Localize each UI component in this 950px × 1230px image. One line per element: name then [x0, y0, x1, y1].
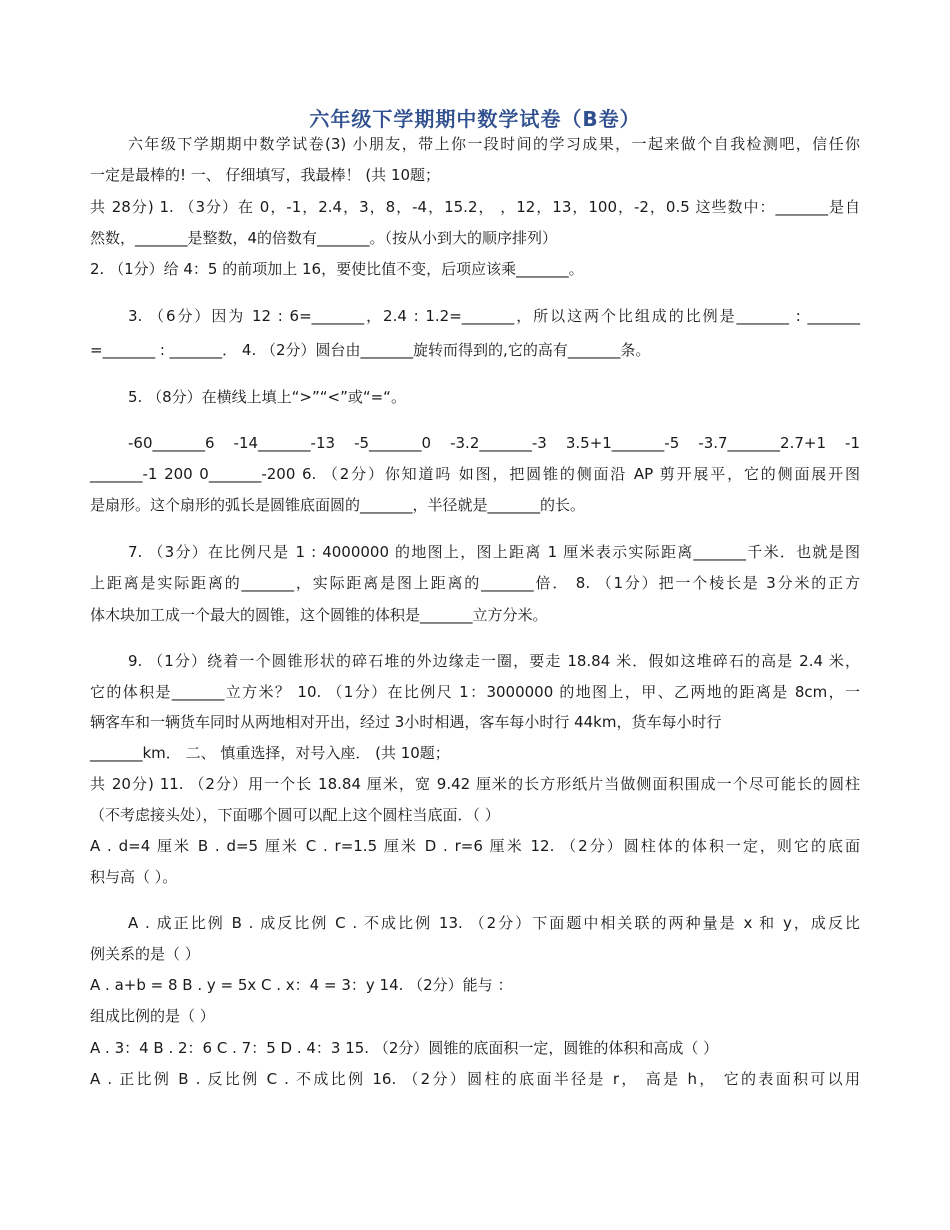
text-line: A . 正比例 B . 反比例 C . 不成比例 16. （2分）圆柱的底面半径是 r， 高是 h， 它的表面积可以用 [90, 1070, 860, 1088]
text-line: 积与高（ ）。 [90, 868, 178, 886]
text-line: A . a+b = 8 B . y = 5x C . x：4 = 3：y 14. （2分）能与 ： [90, 976, 513, 994]
text-line: A . d=4 厘米 B . d=5 厘米 C . r=1.5 厘米 D . r=6 厘米 12. （2分）圆柱体的体积一定，则它的底面 [90, 837, 860, 855]
text-line: -60_______6 -14_______-13 -5_______0 -3.2_______-3 3.5+1_______-5 -3.7_______2.7+1 -1 [128, 434, 860, 452]
text-line: 例关系的是（ ） [90, 945, 200, 963]
text-line: 组成比例的是（ ） [90, 1007, 215, 1025]
text-line: =_______ : _______． 4. （2分）圆台由_______旋转而得到的,它的高有_______条。 [90, 341, 651, 359]
text-line: 9. （1分）绕着一个圆锥形状的碎石堆的外边缘走一圈，要走 18.84 米．假如这堆碎石的高是 2.4 米， [128, 652, 860, 670]
text-line: 上距离是实际距离的_______，实际距离是图上距离的_______倍． 8. （1分）把一个棱长是 3分米的正方 [90, 574, 860, 592]
text-line: 它的体积是_______立方米？ 10. （1分）在比例尺 1：3000000 的地图上，甲、乙两地的距离是 8cm，一 [90, 683, 860, 701]
text-line: 共 20分) 11. （2分）用一个长 18.84 厘米，宽 9.42 厘米的长方形纸片当做侧面积围成一个尽可能长的圆柱 [90, 775, 860, 793]
text-line: 3. （6分）因为 12 : 6=_______，2.4 : 1.2=_______，所以这两个比组成的比例是_______ : _______ [128, 307, 860, 325]
text-line: A . 3：4 B . 2：6 C . 7：5 D . 4：3 15. （2分）圆锥的底面积一定，圆锥的体积和高成（ ） [90, 1039, 719, 1057]
text-line: 2. （1分）给 4：5 的前项加上 16，要使比值不变，后项应该乘_______。 [90, 260, 584, 278]
text-line: 辆客车和一辆货车同时从两地相对开出，经过 3小时相遇，客车每小时行 44km，货车每小时行 [90, 713, 722, 731]
text-line: A . 成正比例 B . 成反比例 C . 不成比例 13. （2分）下面题中相关联的两种量是 x 和 y，成反比 [128, 914, 860, 932]
text-line: 体木块加工成一个最大的圆锥，这个圆锥的体积是_______立方分米。 [90, 606, 548, 624]
text-line: 5. （8分）在横线上填上“>”“<”或“=“。 [128, 388, 406, 406]
text-line: 六年级下学期期中数学试卷(3) 小朋友，带上你一段时间的学习成果，一起来做个自我检测吧，信任你 [128, 135, 860, 153]
text-line: 一定是最棒的! 一、 仔细填写，我最棒！ (共 10题； [90, 166, 441, 184]
text-line: _______km． 二、 慎重选择，对号入座． (共 10题； [90, 744, 450, 762]
text-line: 是扇形。这个扇形的弧长是圆锥底面圆的_______，半径就是_______的长。 [90, 496, 586, 514]
text-line: _______-1 200 0_______-200 6. （2分）你知道吗 如图，把圆锥的侧面沿 AP 剪开展平，它的侧面展开图 [90, 465, 860, 483]
text-line: 然数，_______是整数，4的倍数有_______。（按从小到大的顺序排列） [90, 229, 558, 247]
text-line: 7. （3分）在比例尺是 1 : 4000000 的地图上，图上距离 1 厘米表示实际距离_______千米．也就是图 [128, 543, 860, 561]
text-line: （不考虑接头处），下面哪个圆可以配上这个圆柱当底面．（ ） [90, 806, 500, 824]
document-title: 六年级下学期期中数学试卷（B卷） [309, 107, 641, 131]
text-line: 共 28分) 1. （3分）在 0，-1，2.4，3，8，-4，15.2， ，12，13，100，-2，0.5 这些数中：_______是自 [90, 198, 860, 216]
